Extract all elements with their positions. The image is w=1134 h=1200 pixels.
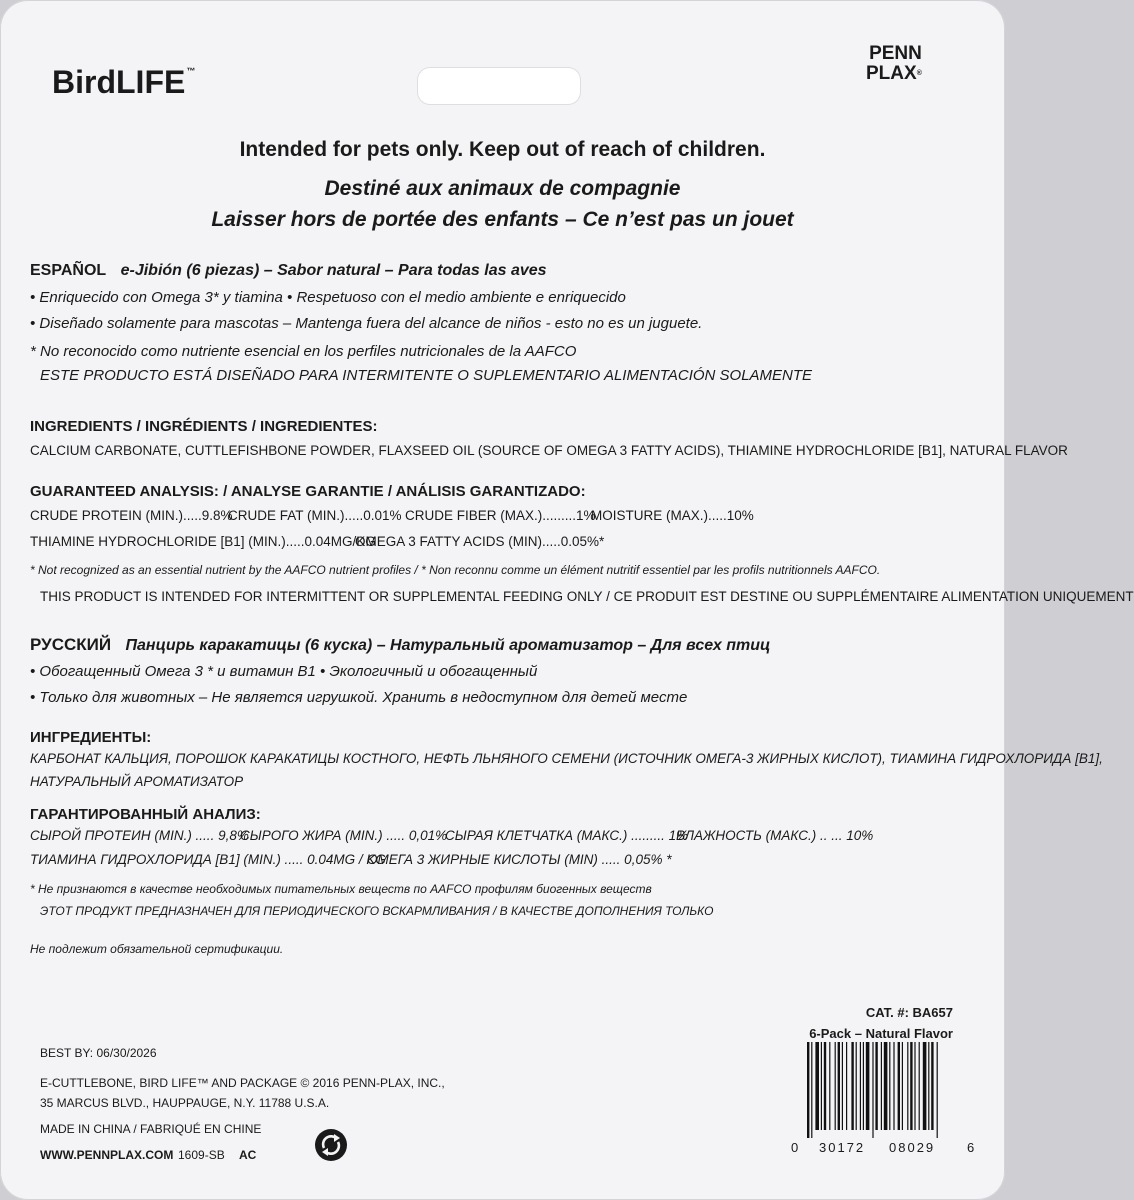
brand-logo bbox=[52, 64, 195, 101]
spanish-language-label: ESPAÑOL bbox=[30, 262, 107, 279]
russian-analysis-thiamine: ТИАМИНА ГИДРОХЛОРИДА [B1] (MIN.) ..... 0.04MG / KG bbox=[30, 852, 386, 867]
spanish-product-title: e-Jibión (6 piezas) – Sabor natural – Para todas las aves bbox=[120, 262, 547, 279]
lot-code-suffix: AC bbox=[239, 1148, 257, 1162]
russian-bullet-2: • Только для животных – Не является игрушкой. Хранить в недоступном для детей месте bbox=[30, 689, 688, 706]
ingredients-text: CALCIUM CARBONATE, CUTTLEFISHBONE POWDER, FLAXSEED OIL (SOURCE OF OMEGA 3 FATTY ACIDS), THIAMINE HYDROCHLORIDE [B1], NATURAL FLAVOR bbox=[30, 443, 1068, 458]
russian-certification-note: Не подлежит обязательной сертификации. bbox=[30, 942, 284, 956]
made-in-label: MADE IN CHINA / FABRIQUÉ EN CHINE bbox=[40, 1122, 262, 1136]
brand-trademark: ™ bbox=[186, 66, 196, 76]
russian-ingredients-heading: ИНГРЕДИЕНТЫ: bbox=[30, 729, 152, 746]
barcode-bars bbox=[805, 1042, 963, 1138]
website-url: WWW.PENNPLAX.COM bbox=[40, 1148, 174, 1162]
russian-analysis-fat: СЫРОГО ЖИРА (MIN.) ..... 0,01% bbox=[240, 828, 448, 843]
analysis-note-1: * Not recognized as an essential nutrient by the AAFCO nutrient profiles / * Non reconnu comme un élément nutritif essentiel par les profils nutritionnels AAFCO. bbox=[30, 563, 881, 577]
barcode-digit-left: 0 bbox=[791, 1140, 799, 1155]
russian-product-title: Панцирь каракатицы (6 куска) – Натуральный ароматизатор – Для всех птиц bbox=[125, 637, 771, 654]
analysis-protein: CRUDE PROTEIN (MIN.).....9.8% bbox=[30, 508, 233, 523]
catalog-number: CAT. #: BA657 bbox=[865, 1005, 953, 1020]
manufacturer-registered-mark: ® bbox=[916, 70, 922, 77]
spanish-note-2: ESTE PRODUCTO ESTÁ DISEÑADO PARA INTERMITENTE O SUPLEMENTARIO ALIMENTACIÓN SOLAMENTE bbox=[40, 367, 813, 384]
best-by-date: BEST BY: 06/30/2026 bbox=[40, 1046, 157, 1060]
analysis-heading: GUARANTEED ANALYSIS: / ANALYSE GARANTIE / ANÁLISIS GARANTIZADO: bbox=[30, 483, 586, 500]
analysis-fat: CRUDE FAT (MIN.).....0.01% bbox=[228, 508, 402, 523]
copyright-line2: 35 MARCUS BLVD., HAUPPAUGE, N.Y. 11788 U.S.A. bbox=[40, 1096, 330, 1110]
manufacturer-name-line1: PENN bbox=[869, 43, 922, 64]
russian-note-2: ЭТОТ ПРОДУКТ ПРЕДНАЗНАЧЕН ДЛЯ ПЕРИОДИЧЕСКОГО ВСКАРМЛИВАНИЯ / В КАЧЕСТВЕ ДОПОЛНЕНИЯ ТОЛЬКО bbox=[40, 904, 714, 918]
upc-barcode bbox=[791, 1042, 975, 1160]
ingredients-heading: INGREDIENTS / INGRÉDIENTS / INGREDIENTES: bbox=[30, 418, 378, 435]
spanish-title-row bbox=[30, 262, 547, 280]
brand-name: BirdLIFE bbox=[52, 64, 186, 100]
warning-french-2: Laisser hors de portée des enfants – Ce n’est pas un jouet bbox=[211, 208, 794, 231]
russian-ingredients-line1: КАРБОНАТ КАЛЬЦИЯ, ПОРОШОК КАРАКАТИЦЫ КОСТНОГО, НЕФТЬ ЛЬНЯНОГО СЕМЕНИ (ИСТОЧНИК ОМЕГА-3 ЖИРНЫХ КИСЛОТ), ТИАМИНА ГИДРОХЛОРИДА [B1], bbox=[30, 751, 1103, 766]
russian-ingredients-line2: НАТУРАЛЬНЫЙ АРОМАТИЗАТОР bbox=[30, 774, 244, 789]
recycle-icon bbox=[314, 1128, 348, 1162]
analysis-omega: OMEGA 3 FATTY ACIDS (MIN).....0.05%* bbox=[355, 534, 605, 549]
warning-french-1: Destiné aux animaux de compagnie bbox=[324, 177, 681, 200]
spanish-bullet-2: • Diseñado solamente para mascotas – Mantenga fuera del alcance de niños - esto no es un juguete. bbox=[30, 315, 703, 332]
lot-code: 1609-SB bbox=[178, 1148, 225, 1162]
russian-bullet-1: • Обогащенный Омега 3 * и витамин B1 • Экологичный и обогащенный bbox=[30, 663, 538, 680]
spanish-note-1: * No reconocido como nutriente esencial en los perfiles nutricionales de la AAFCO bbox=[30, 343, 577, 360]
russian-language-label: РУССКИЙ bbox=[30, 635, 112, 654]
russian-title-row bbox=[30, 635, 770, 655]
barcode-group-2: 08029 bbox=[889, 1140, 936, 1155]
manufacturer-logo bbox=[866, 44, 922, 84]
russian-analysis-moisture: ВЛАЖНОСТЬ (МАКС.) .. ... 10% bbox=[676, 828, 874, 843]
russian-note-1: * Не признаются в качестве необходимых питательных веществ по AAFCO профилям биогенных веществ bbox=[30, 882, 652, 896]
catalog-info bbox=[809, 1002, 953, 1044]
russian-analysis-fiber: СЫРАЯ КЛЕТЧАТКА (МАКС.) ......... 1% bbox=[445, 828, 689, 843]
russian-analysis-omega: ОМЕГА 3 ЖИРНЫЕ КИСЛОТЫ (MIN) ..... 0,05% * bbox=[367, 852, 672, 867]
barcode-group-1: 30172 bbox=[819, 1140, 866, 1155]
pack-description: 6-Pack – Natural Flavor bbox=[809, 1026, 953, 1041]
russian-analysis-protein: СЫРОЙ ПРОТЕИН (MIN.) ..... 9,8% bbox=[30, 828, 249, 843]
analysis-note-2: THIS PRODUCT IS INTENDED FOR INTERMITTENT OR SUPPLEMENTAL FEEDING ONLY / CE PRODUIT EST DESTINE OU SUPPLÉMENTAIRE ALIMENTATION UNIQUEMENT bbox=[40, 589, 1134, 604]
russian-analysis-heading: ГАРАНТИРОВАННЫЙ АНАЛИЗ: bbox=[30, 806, 261, 823]
analysis-thiamine: THIAMINE HYDROCHLORIDE [B1] (MIN.).....0.04MG/KG bbox=[30, 534, 376, 549]
analysis-moisture: MOISTURE (MAX.).....10% bbox=[591, 508, 754, 523]
barcode-digit-right: 6 bbox=[967, 1140, 975, 1155]
copyright-line1: E-CUTTLEBONE, BIRD LIFE™ AND PACKAGE © 2016 PENN-PLAX, INC., bbox=[40, 1076, 445, 1090]
analysis-fiber: CRUDE FIBER (MAX.).........1% bbox=[405, 508, 596, 523]
manufacturer-name-line2: PLAX bbox=[866, 63, 917, 84]
warning-english: Intended for pets only. Keep out of reach of children. bbox=[239, 138, 766, 161]
spanish-bullet-1: • Enriquecido con Omega 3* y tiamina • Respetuoso con el medio ambiente e enriquecido bbox=[30, 289, 626, 306]
hang-hole bbox=[418, 68, 580, 104]
